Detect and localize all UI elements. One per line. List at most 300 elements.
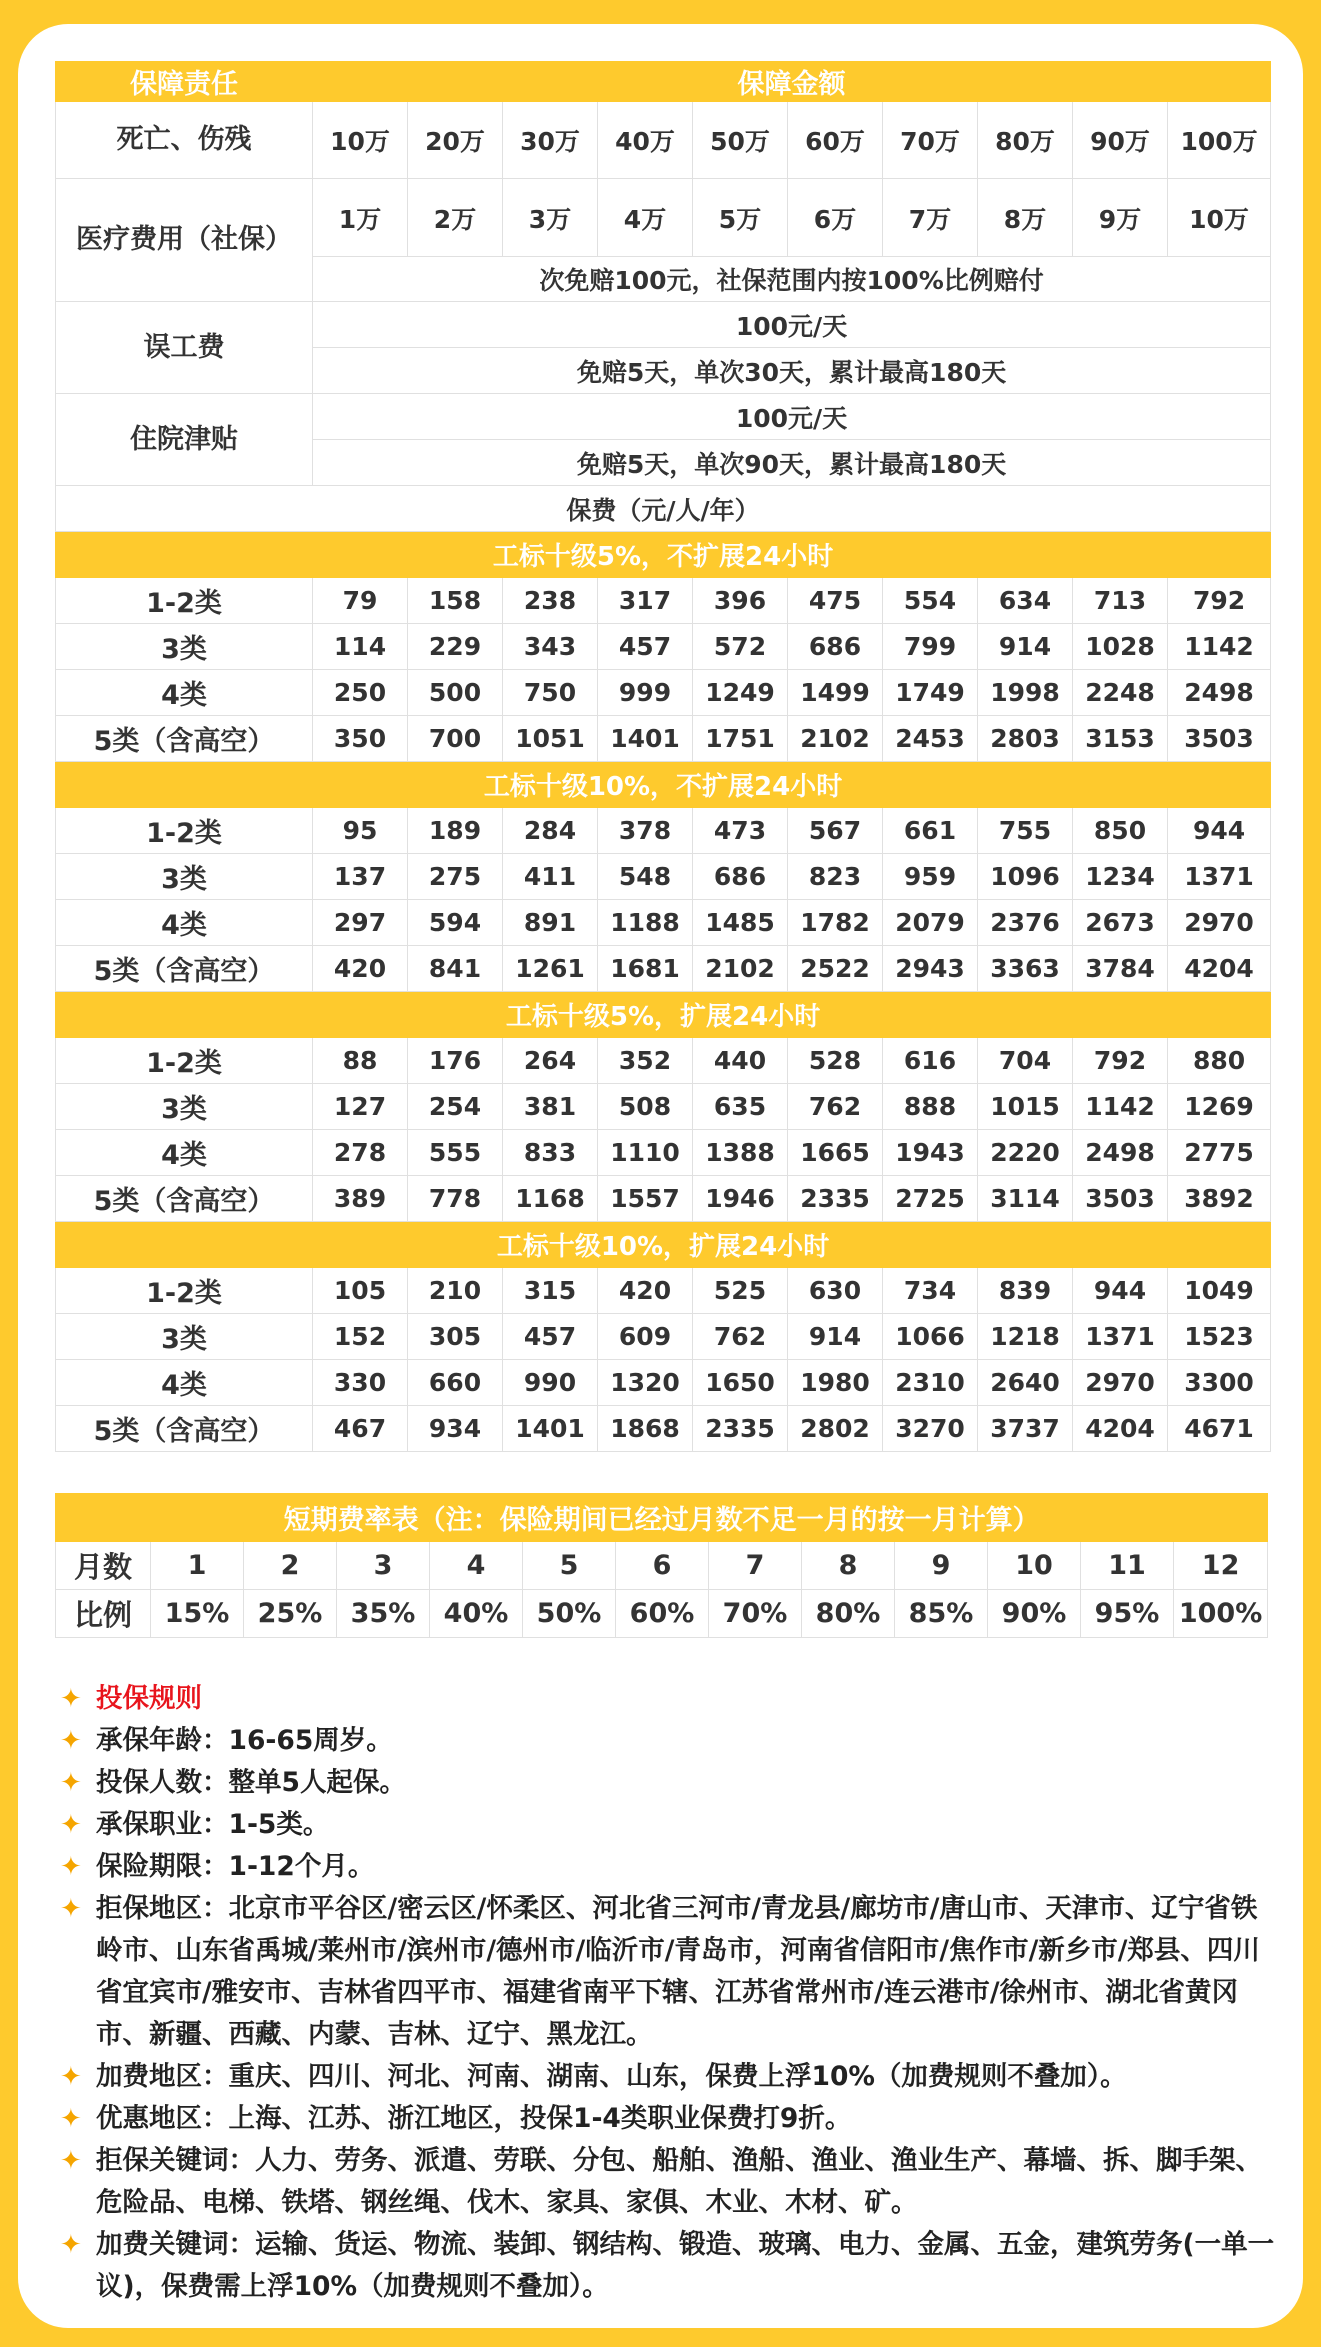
premium-value-cell: 2079 (883, 900, 978, 946)
premium-value-cell: 315 (503, 1268, 598, 1314)
premium-value-cell: 1049 (1168, 1268, 1271, 1314)
premium-value-cell: 1142 (1168, 624, 1271, 670)
premium-value-cell: 210 (408, 1268, 503, 1314)
category-cell: 5类（含高空） (56, 716, 313, 762)
star-bullet-icon: ✦ (60, 2146, 82, 2176)
category-cell: 4类 (56, 900, 313, 946)
table-row (56, 1590, 1268, 1638)
premium-value-cell: 762 (788, 1084, 883, 1130)
premium-value-cell: 1218 (978, 1314, 1073, 1360)
medical-amount-cell: 8万 (978, 179, 1073, 257)
category-cell: 5类（含高空） (56, 946, 313, 992)
premium-value-cell: 750 (503, 670, 598, 716)
premium-value-cell: 891 (503, 900, 598, 946)
premium-value-cell: 1028 (1073, 624, 1168, 670)
premium-value-cell: 1401 (598, 716, 693, 762)
medical-amount-cell: 2万 (408, 179, 503, 257)
month-cell: 2 (244, 1542, 337, 1590)
premium-value-cell: 473 (693, 808, 788, 854)
rule-text: 优惠地区：上海、江苏、浙江地区，投保1-4类职业保费打9折。 (96, 2103, 852, 2134)
table-row (56, 179, 1271, 257)
premium-value-cell: 833 (503, 1130, 598, 1176)
premium-value-cell: 1946 (693, 1176, 788, 1222)
table-row (56, 624, 1271, 670)
table-row (56, 62, 1271, 102)
premium-value-cell: 396 (693, 578, 788, 624)
table-row (56, 1406, 1271, 1452)
premium-value-cell: 528 (788, 1038, 883, 1084)
premium-value-cell: 3270 (883, 1406, 978, 1452)
table-row (56, 532, 1271, 578)
section-title-cell: 工标十级10%，扩展24小时 (56, 1222, 1271, 1268)
premium-value-cell: 317 (598, 578, 693, 624)
premium-value-cell: 1261 (503, 946, 598, 992)
month-cell: 10 (988, 1542, 1081, 1590)
premium-value-cell: 3114 (978, 1176, 1073, 1222)
premium-value-cell: 823 (788, 854, 883, 900)
premium-value-cell: 850 (1073, 808, 1168, 854)
category-cell: 5类（含高空） (56, 1406, 313, 1452)
category-cell: 3类 (56, 1084, 313, 1130)
category-cell: 5类（含高空） (56, 1176, 313, 1222)
premium-value-cell: 1269 (1168, 1084, 1271, 1130)
premium-value-cell: 176 (408, 1038, 503, 1084)
table-row (56, 486, 1271, 532)
death-amount-cell: 60万 (788, 102, 883, 179)
month-cell: 5 (523, 1542, 616, 1590)
table-row (56, 1268, 1271, 1314)
star-bullet-icon: ✦ (60, 1768, 82, 1798)
premium-value-cell: 152 (313, 1314, 408, 1360)
death-amount-cell: 80万 (978, 102, 1073, 179)
premium-value-cell: 990 (503, 1360, 598, 1406)
month-cell: 1 (151, 1542, 244, 1590)
category-cell: 3类 (56, 854, 313, 900)
premium-value-cell: 475 (788, 578, 883, 624)
premium-value-cell: 1168 (503, 1176, 598, 1222)
death-amount-cell: 100万 (1168, 102, 1271, 179)
premium-value-cell: 2102 (693, 946, 788, 992)
table-row (56, 1222, 1271, 1268)
ratio-cell: 100% (1174, 1590, 1268, 1638)
premium-value-cell: 2775 (1168, 1130, 1271, 1176)
month-cell: 7 (709, 1542, 802, 1590)
premium-value-cell: 634 (978, 578, 1073, 624)
premium-value-cell: 4204 (1073, 1406, 1168, 1452)
rule-item (60, 1804, 1275, 1846)
premium-value-cell: 284 (503, 808, 598, 854)
premium-value-cell: 1499 (788, 670, 883, 716)
premium-value-cell: 3503 (1168, 716, 1271, 762)
premium-value-cell: 1485 (693, 900, 788, 946)
medical-label-cell: 医疗费用（社保） (56, 179, 313, 302)
premium-value-cell: 934 (408, 1406, 503, 1452)
premium-value-cell: 2803 (978, 716, 1073, 762)
lost-work-note-cell: 免赔5天，单次30天，累计最高180天 (313, 348, 1271, 394)
medical-amount-cell: 10万 (1168, 179, 1271, 257)
premium-value-cell: 4671 (1168, 1406, 1271, 1452)
premium-value-cell: 888 (883, 1084, 978, 1130)
premium-value-cell: 1388 (693, 1130, 788, 1176)
premium-value-cell: 420 (598, 1268, 693, 1314)
premium-value-cell: 88 (313, 1038, 408, 1084)
table-row (56, 762, 1271, 808)
hospital-note-cell: 免赔5天，单次90天，累计最高180天 (313, 440, 1271, 486)
premium-value-cell: 2725 (883, 1176, 978, 1222)
short-term-rate-table (55, 1493, 1268, 1638)
premium-value-cell: 4204 (1168, 946, 1271, 992)
premium-value-cell: 2970 (1073, 1360, 1168, 1406)
medical-amount-cell: 1万 (313, 179, 408, 257)
premium-value-cell: 1980 (788, 1360, 883, 1406)
table-row (56, 102, 1271, 179)
rule-item (60, 2224, 1275, 2308)
premium-value-cell: 572 (693, 624, 788, 670)
table-row (56, 1038, 1271, 1084)
star-bullet-icon: ✦ (60, 1852, 82, 1882)
category-cell: 1-2类 (56, 578, 313, 624)
medical-amount-cell: 3万 (503, 179, 598, 257)
premium-value-cell: 420 (313, 946, 408, 992)
rule-text: 加费地区：重庆、四川、河北、河南、湖南、山东，保费上浮10%（加费规则不叠加）。 (96, 2061, 1127, 2092)
medical-amount-cell: 5万 (693, 179, 788, 257)
premium-value-cell: 2102 (788, 716, 883, 762)
premium-value-cell: 914 (978, 624, 1073, 670)
premium-value-cell: 3892 (1168, 1176, 1271, 1222)
premium-value-cell: 1401 (503, 1406, 598, 1452)
premium-value-cell: 500 (408, 670, 503, 716)
premium-value-cell: 411 (503, 854, 598, 900)
premium-value-cell: 352 (598, 1038, 693, 1084)
premium-value-cell: 1998 (978, 670, 1073, 716)
ratio-cell: 35% (337, 1590, 430, 1638)
rule-text: 承保年龄：16-65周岁。 (96, 1725, 393, 1756)
death-label-cell: 死亡、伤残 (56, 102, 313, 179)
premium-value-cell: 1110 (598, 1130, 693, 1176)
ratio-cell: 60% (616, 1590, 709, 1638)
rules-heading (60, 1678, 1275, 1720)
medical-amount-cell: 7万 (883, 179, 978, 257)
premium-value-cell: 3784 (1073, 946, 1168, 992)
premium-value-cell: 755 (978, 808, 1073, 854)
premium-value-cell: 3363 (978, 946, 1073, 992)
premium-value-cell: 1650 (693, 1360, 788, 1406)
premium-value-cell: 389 (313, 1176, 408, 1222)
category-cell: 1-2类 (56, 808, 313, 854)
rule-item (60, 1888, 1275, 2056)
premium-value-cell: 1142 (1073, 1084, 1168, 1130)
premium-value-cell: 762 (693, 1314, 788, 1360)
table-row (56, 1314, 1271, 1360)
premium-value-cell: 2943 (883, 946, 978, 992)
hospital-amount-cell: 100元/天 (313, 394, 1271, 440)
category-cell: 3类 (56, 624, 313, 670)
table-row (56, 578, 1271, 624)
premium-value-cell: 778 (408, 1176, 503, 1222)
premium-value-cell: 1868 (598, 1406, 693, 1452)
table-row (56, 716, 1271, 762)
month-cell: 8 (802, 1542, 895, 1590)
premium-value-cell: 305 (408, 1314, 503, 1360)
premium-value-cell: 914 (788, 1314, 883, 1360)
premium-value-cell: 635 (693, 1084, 788, 1130)
premium-title-cell: 保费（元/人/年） (56, 486, 1271, 532)
table-row (56, 992, 1271, 1038)
medical-amount-cell: 4万 (598, 179, 693, 257)
premium-value-cell: 105 (313, 1268, 408, 1314)
rule-item (60, 1762, 1275, 1804)
premium-value-cell: 2335 (788, 1176, 883, 1222)
hospital-label-cell: 住院津贴 (56, 394, 313, 486)
premium-value-cell: 1371 (1168, 854, 1271, 900)
premium-value-cell: 734 (883, 1268, 978, 1314)
premium-value-cell: 2498 (1073, 1130, 1168, 1176)
premium-value-cell: 95 (313, 808, 408, 854)
premium-value-cell: 1015 (978, 1084, 1073, 1130)
medical-amount-cell: 6万 (788, 179, 883, 257)
death-amount-cell: 90万 (1073, 102, 1168, 179)
ratio-cell: 15% (151, 1590, 244, 1638)
rule-item (60, 2056, 1275, 2098)
ratio-label-cell: 比例 (56, 1590, 151, 1638)
rule-text: 加费关键词：运输、货运、物流、装卸、钢结构、锻造、玻璃、电力、金属、五金，建筑劳务(一单一议)，保费需上浮10%（加费规则不叠加）。 (96, 2229, 1275, 2302)
star-bullet-icon: ✦ (60, 1726, 82, 1756)
premium-value-cell: 1681 (598, 946, 693, 992)
premium-value-cell: 2802 (788, 1406, 883, 1452)
rules-heading-text: 投保规则 (96, 1683, 202, 1714)
premium-value-cell: 700 (408, 716, 503, 762)
premium-value-cell: 189 (408, 808, 503, 854)
premium-value-cell: 3300 (1168, 1360, 1271, 1406)
section-title-cell: 工标十级5%，不扩展24小时 (56, 532, 1271, 578)
ratio-cell: 25% (244, 1590, 337, 1638)
lost-work-label-cell: 误工费 (56, 302, 313, 394)
months-label-cell: 月数 (56, 1542, 151, 1590)
premium-value-cell: 297 (313, 900, 408, 946)
premium-value-cell: 799 (883, 624, 978, 670)
coverage-premium-table (55, 61, 1271, 1452)
premium-value-cell: 959 (883, 854, 978, 900)
death-amount-cell: 20万 (408, 102, 503, 179)
premium-value-cell: 2453 (883, 716, 978, 762)
premium-value-cell: 880 (1168, 1038, 1271, 1084)
premium-value-cell: 616 (883, 1038, 978, 1084)
premium-value-cell: 548 (598, 854, 693, 900)
premium-value-cell: 660 (408, 1360, 503, 1406)
premium-value-cell: 2220 (978, 1130, 1073, 1176)
premium-value-cell: 1234 (1073, 854, 1168, 900)
premium-value-cell: 686 (788, 624, 883, 670)
month-cell: 9 (895, 1542, 988, 1590)
premium-value-cell: 238 (503, 578, 598, 624)
category-cell: 1-2类 (56, 1038, 313, 1084)
ratio-cell: 80% (802, 1590, 895, 1638)
star-bullet-icon: ✦ (60, 1810, 82, 1840)
premium-value-cell: 114 (313, 624, 408, 670)
table-row (56, 1176, 1271, 1222)
premium-value-cell: 841 (408, 946, 503, 992)
premium-value-cell: 554 (883, 578, 978, 624)
star-bullet-icon: ✦ (60, 1894, 82, 1924)
premium-value-cell: 609 (598, 1314, 693, 1360)
section-title-cell: 工标十级10%，不扩展24小时 (56, 762, 1271, 808)
header-coverage-cell: 保障责任 (56, 62, 313, 102)
premium-value-cell: 250 (313, 670, 408, 716)
rule-text: 拒保地区：北京市平谷区/密云区/怀柔区、河北省三河市/青龙县/廊坊市/唐山市、天津市、辽宁省铁岭市、山东省禹城/莱州市/滨州市/德州市/临沂市/青岛市，河南省信阳市/焦作市/新乡市/郑县、四川省宜宾市/雅安市、吉林省四平市、福建省南平下辖、江苏省常州市/连云港市/徐州市、湖北省黄冈市、新疆、西藏、内蒙、吉林、辽宁、黑龙江。 (96, 1893, 1260, 2050)
premium-value-cell: 567 (788, 808, 883, 854)
premium-value-cell: 2673 (1073, 900, 1168, 946)
premium-value-cell: 343 (503, 624, 598, 670)
table-row (56, 1542, 1268, 1590)
rule-text: 拒保关键词：人力、劳务、派遣、劳联、分包、船舶、渔船、渔业、渔业生产、幕墙、拆、脚手架、危险品、电梯、铁塔、钢丝绳、伐木、家具、家俱、木业、木材、矿。 (96, 2145, 1262, 2218)
premium-value-cell: 1749 (883, 670, 978, 716)
premium-value-cell: 839 (978, 1268, 1073, 1314)
rule-text: 投保人数：整单5人起保。 (96, 1767, 406, 1798)
ratio-cell: 85% (895, 1590, 988, 1638)
premium-value-cell: 330 (313, 1360, 408, 1406)
premium-value-cell: 508 (598, 1084, 693, 1130)
premium-value-cell: 944 (1073, 1268, 1168, 1314)
premium-value-cell: 686 (693, 854, 788, 900)
premium-value-cell: 2970 (1168, 900, 1271, 946)
premium-value-cell: 999 (598, 670, 693, 716)
premium-value-cell: 3503 (1073, 1176, 1168, 1222)
table-row (56, 1360, 1271, 1406)
month-cell: 6 (616, 1542, 709, 1590)
premium-value-cell: 467 (313, 1406, 408, 1452)
category-cell: 4类 (56, 670, 313, 716)
lost-work-amount-cell: 100元/天 (313, 302, 1271, 348)
table-row (56, 854, 1271, 900)
ratio-cell: 70% (709, 1590, 802, 1638)
category-cell: 3类 (56, 1314, 313, 1360)
premium-value-cell: 1066 (883, 1314, 978, 1360)
premium-value-cell: 229 (408, 624, 503, 670)
month-cell: 12 (1174, 1542, 1268, 1590)
rule-item (60, 1720, 1275, 1762)
premium-value-cell: 350 (313, 716, 408, 762)
table-row (56, 946, 1271, 992)
premium-value-cell: 944 (1168, 808, 1271, 854)
premium-value-cell: 594 (408, 900, 503, 946)
rule-item (60, 2140, 1275, 2224)
rule-text: 承保职业：1-5类。 (96, 1809, 330, 1840)
premium-value-cell: 278 (313, 1130, 408, 1176)
premium-value-cell: 440 (693, 1038, 788, 1084)
death-amount-cell: 30万 (503, 102, 598, 179)
table-row (56, 1084, 1271, 1130)
star-bullet-icon: ✦ (60, 2062, 82, 2092)
category-cell: 4类 (56, 1130, 313, 1176)
category-cell: 4类 (56, 1360, 313, 1406)
premium-value-cell: 1557 (598, 1176, 693, 1222)
premium-value-cell: 555 (408, 1130, 503, 1176)
premium-value-cell: 457 (503, 1314, 598, 1360)
premium-value-cell: 1523 (1168, 1314, 1271, 1360)
star-bullet-icon: ✦ (60, 1684, 82, 1714)
table-row (56, 808, 1271, 854)
premium-value-cell: 79 (313, 578, 408, 624)
premium-value-cell: 630 (788, 1268, 883, 1314)
premium-value-cell: 137 (313, 854, 408, 900)
premium-value-cell: 378 (598, 808, 693, 854)
premium-value-cell: 1188 (598, 900, 693, 946)
star-bullet-icon: ✦ (60, 2104, 82, 2134)
ratio-cell: 40% (430, 1590, 523, 1638)
death-amount-cell: 40万 (598, 102, 693, 179)
month-cell: 4 (430, 1542, 523, 1590)
table-row (56, 1494, 1268, 1542)
premium-value-cell: 1249 (693, 670, 788, 716)
month-cell: 11 (1081, 1542, 1174, 1590)
table-row (56, 394, 1271, 440)
table-row (56, 670, 1271, 716)
medical-note-cell: 次免赔100元，社保范围内按100%比例赔付 (313, 257, 1271, 302)
premium-value-cell: 158 (408, 578, 503, 624)
premium-value-cell: 704 (978, 1038, 1073, 1084)
header-amount-cell: 保障金额 (313, 62, 1271, 102)
premium-value-cell: 2498 (1168, 670, 1271, 716)
premium-value-cell: 3737 (978, 1406, 1073, 1452)
premium-value-cell: 713 (1073, 578, 1168, 624)
premium-value-cell: 792 (1073, 1038, 1168, 1084)
premium-value-cell: 2522 (788, 946, 883, 992)
premium-value-cell: 792 (1168, 578, 1271, 624)
rule-item (60, 1846, 1275, 1888)
premium-value-cell: 1943 (883, 1130, 978, 1176)
section-title-cell: 工标十级5%，扩展24小时 (56, 992, 1271, 1038)
premium-value-cell: 2248 (1073, 670, 1168, 716)
premium-value-cell: 1665 (788, 1130, 883, 1176)
table-row (56, 1130, 1271, 1176)
premium-value-cell: 1371 (1073, 1314, 1168, 1360)
premium-value-cell: 661 (883, 808, 978, 854)
premium-value-cell: 2310 (883, 1360, 978, 1406)
medical-amount-cell: 9万 (1073, 179, 1168, 257)
ratio-cell: 90% (988, 1590, 1081, 1638)
premium-value-cell: 525 (693, 1268, 788, 1314)
death-amount-cell: 70万 (883, 102, 978, 179)
underwriting-rules-list (60, 1678, 1275, 2308)
star-bullet-icon: ✦ (60, 2230, 82, 2260)
premium-value-cell: 2335 (693, 1406, 788, 1452)
short-term-title-cell: 短期费率表（注：保险期间已经过月数不足一月的按一月计算） (56, 1494, 1268, 1542)
premium-value-cell: 1096 (978, 854, 1073, 900)
ratio-cell: 95% (1081, 1590, 1174, 1638)
premium-value-cell: 275 (408, 854, 503, 900)
premium-value-cell: 1051 (503, 716, 598, 762)
premium-value-cell: 1320 (598, 1360, 693, 1406)
premium-value-cell: 264 (503, 1038, 598, 1084)
premium-value-cell: 1782 (788, 900, 883, 946)
premium-value-cell: 3153 (1073, 716, 1168, 762)
death-amount-cell: 50万 (693, 102, 788, 179)
ratio-cell: 50% (523, 1590, 616, 1638)
premium-value-cell: 127 (313, 1084, 408, 1130)
rule-text: 保险期限：1-12个月。 (96, 1851, 375, 1882)
premium-value-cell: 254 (408, 1084, 503, 1130)
premium-value-cell: 1751 (693, 716, 788, 762)
table-row (56, 900, 1271, 946)
premium-value-cell: 457 (598, 624, 693, 670)
table-row (56, 302, 1271, 348)
month-cell: 3 (337, 1542, 430, 1590)
category-cell: 1-2类 (56, 1268, 313, 1314)
premium-value-cell: 381 (503, 1084, 598, 1130)
death-amount-cell: 10万 (313, 102, 408, 179)
rule-item (60, 2098, 1275, 2140)
premium-value-cell: 2640 (978, 1360, 1073, 1406)
